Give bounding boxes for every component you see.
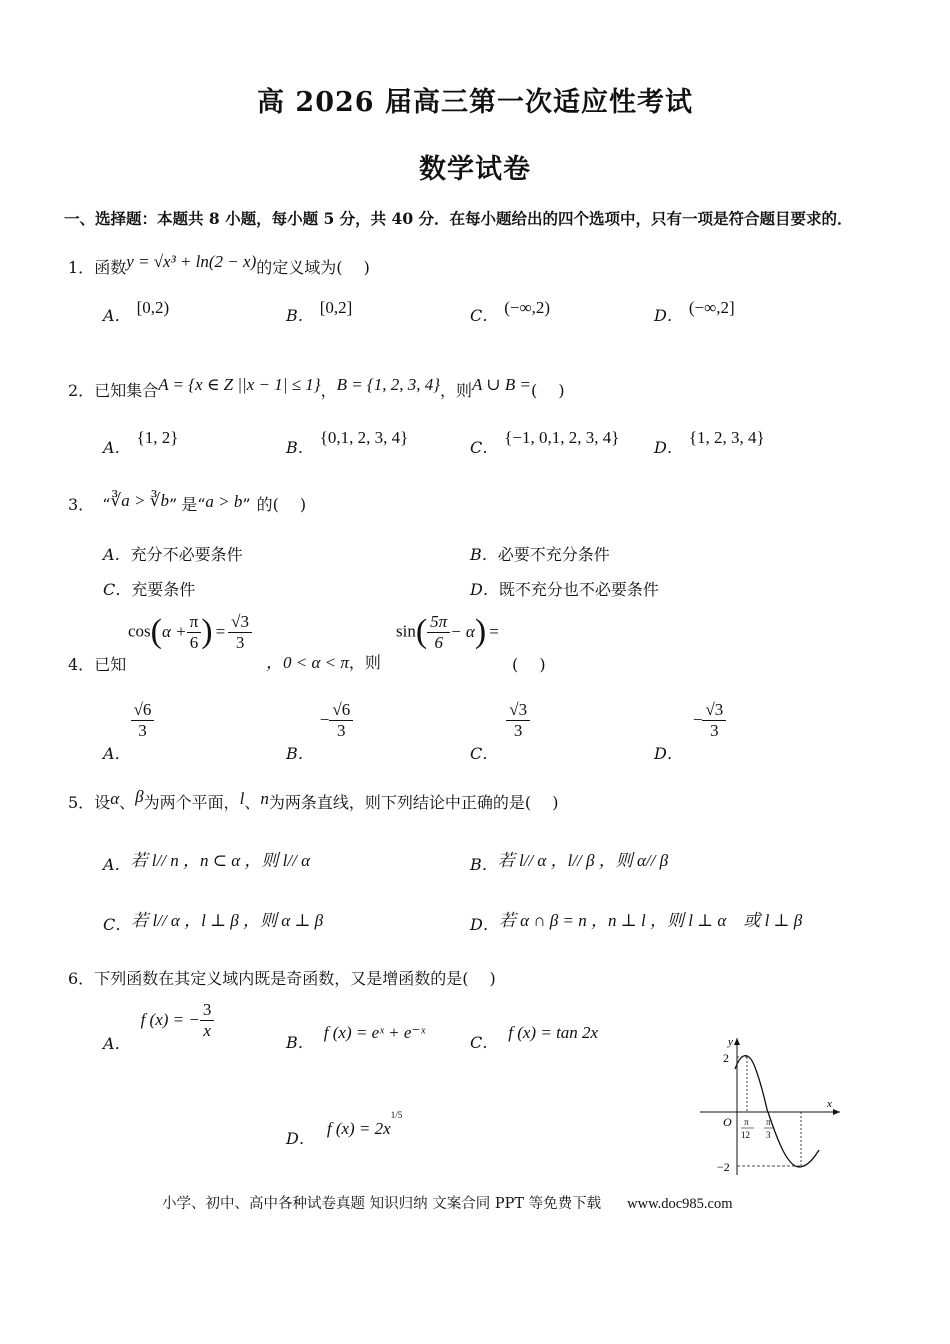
question-number: 3． xyxy=(68,495,95,514)
x-axis-label: x xyxy=(827,1098,832,1110)
option-c[interactable]: C． $\frac{√3}{3}$ xyxy=(470,700,530,740)
tick-pi-3-den: 3 xyxy=(766,1130,771,1140)
option-c[interactable]: C．{−1, 0,1, 2, 3, 4} xyxy=(470,428,620,457)
option-b[interactable]: B．若 l// α ，l// β ，则 α// β xyxy=(470,851,669,874)
option-d[interactable]: D．f $(x) = 2x^{1/5}$ xyxy=(286,1109,403,1148)
tick-pi-12-den: 12 xyxy=(741,1130,750,1140)
question-text: 的( ) xyxy=(256,495,307,514)
question-text: 函数 xyxy=(94,258,127,277)
y-axis-arrow-icon xyxy=(734,1038,740,1045)
option-b[interactable]: B．必要不充分条件 xyxy=(470,545,610,564)
option-c[interactable]: C．f (x) = tan 2x xyxy=(470,1023,599,1052)
footer-text: 小学、初中、高中各种试卷真题 知识归纳 文案合同 PPT 等免费下载 xyxy=(162,1196,602,1212)
option-text: (−∞,2) xyxy=(504,298,551,317)
question-2: 2．已知集合A = {x ∈ Z ||x − 1| ≤ 1}，B = {1, 2, 3, 4}，则A ∪ B =( ) xyxy=(68,375,565,400)
option-a[interactable]: A． $\frac{√6}{3}$ xyxy=(103,700,154,740)
exam-subtitle: 数学试卷 xyxy=(419,154,531,185)
y-min-label: −2 xyxy=(717,1160,730,1174)
question-4-label xyxy=(68,652,126,675)
option-d[interactable]: D．− $\frac{√3}{3}$ xyxy=(654,700,726,740)
option-text: 若 α ∩ β = n ，n ⊥ l ，则 l ⊥ α 或 l ⊥ β xyxy=(498,911,803,930)
option-text: 若 l// α ，l// β ，则 α// β xyxy=(497,851,669,870)
option-a[interactable]: A．f (x) = − $\frac{3}{x}$ xyxy=(103,1000,214,1040)
footer-url[interactable]: www.doc985.com xyxy=(627,1196,733,1212)
y-max-label: 2 xyxy=(723,1051,729,1065)
option-text: {1, 2, 3, 4} xyxy=(688,428,765,447)
option-text: f (x) = 2x xyxy=(326,1119,391,1138)
option-a[interactable]: A．{1, 2} xyxy=(103,428,179,457)
option-d[interactable]: D．{1, 2, 3, 4} xyxy=(654,428,765,457)
question-formula: y = √x³ + ln(2 − x) xyxy=(126,252,257,271)
option-a[interactable]: A． [0,2) xyxy=(103,298,170,325)
option-text: 充分不必要条件 xyxy=(130,545,243,564)
sin-expression: sin( $\frac{5\pi}{6}$ − α) = xyxy=(396,612,499,652)
question-text: 为两条直线，则下列结论中正确的是( ) xyxy=(268,793,559,812)
question-number: 2． xyxy=(68,381,95,400)
option-a[interactable]: A．充分不必要条件 xyxy=(103,545,243,564)
option-text: {0,1, 2, 3, 4} xyxy=(319,428,409,447)
option-c[interactable]: C．充要条件 xyxy=(103,580,196,599)
question-number: 1． xyxy=(68,258,95,277)
option-d[interactable]: D．若 α ∩ β = n ，n ⊥ l ，则 l ⊥ α 或 l ⊥ β xyxy=(470,911,803,934)
question-6 xyxy=(68,966,496,989)
option-text: 若 l// α ，l ⊥ β ，则 α ⊥ β xyxy=(131,911,324,930)
question-number: 5． xyxy=(68,793,95,812)
option-text: f (x) = tan 2x xyxy=(508,1023,599,1042)
question-text: 的定义域为( ) xyxy=(256,258,370,277)
set-b: B = {1, 2, 3, 4} xyxy=(336,375,441,394)
option-text: f (x) = eˣ + e⁻ˣ xyxy=(323,1023,426,1042)
set-a: A = {x ∈ Z ||x − 1| ≤ 1} xyxy=(158,375,321,394)
union-expr: A ∪ B = xyxy=(472,375,531,394)
question-number: 4． xyxy=(68,655,95,674)
option-d[interactable]: D．既不充分也不必要条件 xyxy=(470,580,659,599)
cos-equation: cos(α + $\frac{\pi}{6}$ ) = $\frac{√3}{3}$ xyxy=(128,612,252,652)
option-c[interactable]: C． (−∞,2) xyxy=(470,298,551,325)
option-text: [0,2) xyxy=(136,298,170,317)
footer xyxy=(162,1192,733,1213)
question-text: 已知 xyxy=(94,655,127,674)
option-text: 若 l// n ，n ⊂ α ，则 l// α xyxy=(130,851,310,870)
question-text: 已知集合 xyxy=(94,381,159,400)
question-number: 6． xyxy=(68,969,95,988)
option-a[interactable]: A．若 l// n ，n ⊂ α ，则 l// α xyxy=(103,851,310,874)
sine-curve xyxy=(735,1056,819,1167)
condition-1: ∛a > ∛b xyxy=(110,491,170,510)
option-d[interactable]: D． (−∞,2] xyxy=(654,298,735,325)
exam-title: 高 2026 届高三第一次适应性考试 xyxy=(257,87,693,118)
option-text: {1, 2} xyxy=(136,428,179,447)
sine-graph xyxy=(690,1030,850,1180)
question-paren: ( ) xyxy=(512,655,546,674)
condition-2: a > b xyxy=(205,492,243,511)
option-b[interactable]: B． [0,2] xyxy=(286,298,353,325)
tick-pi-3-num: π xyxy=(766,1117,771,1127)
option-text: 既不充分也不必要条件 xyxy=(498,580,659,599)
option-b[interactable]: B．{0,1, 2, 3, 4} xyxy=(286,428,409,457)
question-1 xyxy=(68,252,370,278)
option-text: 必要不充分条件 xyxy=(497,545,610,564)
x-axis-arrow-icon xyxy=(833,1109,840,1115)
tick-pi-12-num: π xyxy=(744,1117,749,1127)
option-text: 充要条件 xyxy=(131,580,196,599)
option-text: (−∞,2] xyxy=(688,298,735,317)
option-b[interactable]: B．− $\frac{√6}{3}$ xyxy=(286,700,353,740)
range-text: ，0 < α < π，则 xyxy=(266,653,381,672)
option-text: {−1, 0,1, 2, 3, 4} xyxy=(504,428,620,447)
question-text: 下列函数在其定义域内既是奇函数，又是增函数的是( ) xyxy=(94,969,496,988)
option-c[interactable]: C．若 l// α ，l ⊥ β ，则 α ⊥ β xyxy=(103,911,324,934)
y-axis-label: y xyxy=(728,1036,733,1048)
origin-label: O xyxy=(723,1115,732,1129)
question-5: 5．设α、β为两个平面，l、n为两条直线，则下列结论中正确的是( ) xyxy=(68,787,559,812)
option-b[interactable]: B．f (x) = eˣ + e⁻ˣ xyxy=(286,1023,426,1052)
section-header: 一、选择题：本题共 8 小题，每小题 5 分，共 40 分．在每小题给出的四个选项中，只有一项是符合题目要求的． xyxy=(64,209,853,228)
option-text: [0,2] xyxy=(319,298,353,317)
question-3: 3． “∛a > ∛b” 是“a > b” 的( ) xyxy=(68,491,307,514)
